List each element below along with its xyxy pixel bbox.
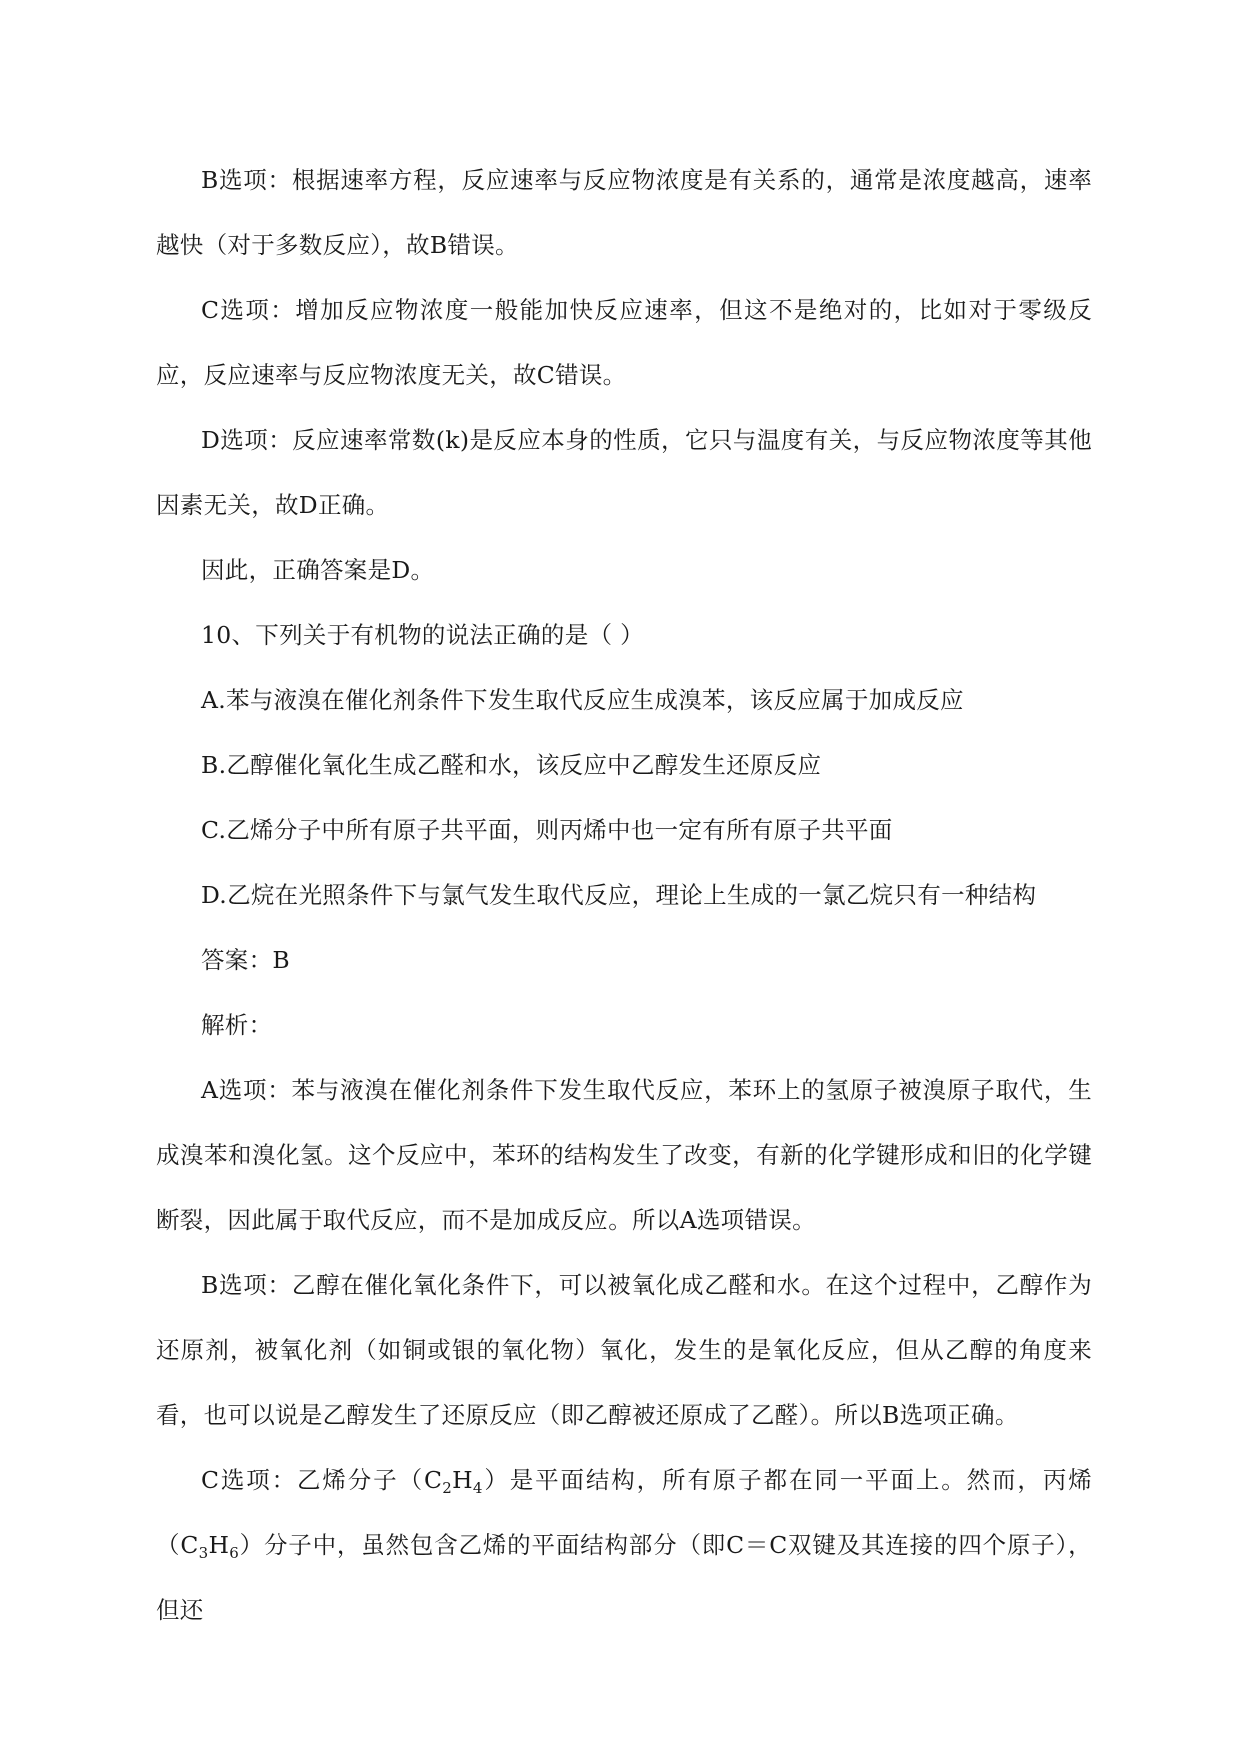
paragraph-b-option-prev: B选项：根据速率方程，反应速率与反应物浓度是有关系的，通常是浓度越高，速率越快（对于多数反应），故B错误。 — [156, 166, 1092, 259]
paragraph-c-option-prev: C选项：增加反应物浓度一般能加快反应速率，但这不是绝对的，比如对于零级反应，反应速率与反应物浓度无关，故C错误。 — [156, 296, 1092, 389]
question-option-d: D.乙烷在光照条件下与氯气发生取代反应，理论上生成的一氯乙烷只有一种结构 — [201, 881, 1037, 909]
subscript: 4 — [472, 1479, 483, 1497]
analysis-c-text: H — [452, 1466, 473, 1494]
question-10-stem: 10、下列关于有机物的说法正确的是（ ） — [201, 621, 644, 649]
answer-line: 答案：B — [201, 946, 290, 974]
subscript: 2 — [442, 1479, 453, 1497]
analysis-c-text: H — [208, 1531, 230, 1559]
question-option-b: B.乙醇催化氧化生成乙醛和水，该反应中乙醇发生还原反应 — [201, 751, 822, 779]
analysis-option-c — [156, 1448, 1092, 1643]
analysis-heading: 解析： — [201, 1011, 273, 1039]
paragraph-d-option-prev: D选项：反应速率常数(k)是反应本身的性质，它只与温度有关，与反应物浓度等其他因素无关，故D正确。 — [156, 426, 1092, 519]
subscript: 6 — [229, 1544, 240, 1562]
question-option-a: A.苯与液溴在催化剂条件下发生取代反应生成溴苯，该反应属于加成反应 — [201, 686, 964, 714]
document-body — [156, 148, 1092, 1643]
analysis-c-suffix: ）分子中，虽然包含乙烯的平面结构部分（即C＝C双键及其连接的四个原子），但还 — [156, 1531, 1092, 1624]
analysis-option-b: B选项：乙醇在催化氧化条件下，可以被氧化成乙醛和水。在这个过程中，乙醇作为还原剂，被氧化剂（如铜或银的氧化物）氧化，发生的是氧化反应，但从乙醇的角度来看，也可以说是乙醇发生了还原反应（即乙醇被还原成了乙醛）。所以B选项正确。 — [156, 1271, 1092, 1429]
paragraph-conclusion-prev: 因此，正确答案是D。 — [201, 556, 435, 584]
analysis-c-prefix: C选项：乙烯分子（C — [201, 1466, 443, 1494]
question-option-c: C.乙烯分子中所有原子共平面，则丙烯中也一定有所有原子共平面 — [201, 816, 893, 844]
subscript: 3 — [198, 1544, 209, 1562]
analysis-c-text: ）是平面结构，所有原子都在同一平面上。然而，丙烯（C — [156, 1466, 1093, 1559]
analysis-option-a: A选项：苯与液溴在催化剂条件下发生取代反应，苯环上的氢原子被溴原子取代，生成溴苯和溴化氢。这个反应中，苯环的结构发生了改变，有新的化学键形成和旧的化学键断裂，因此属于取代反应，而不是加成反应。所以A选项错误。 — [156, 1076, 1092, 1234]
